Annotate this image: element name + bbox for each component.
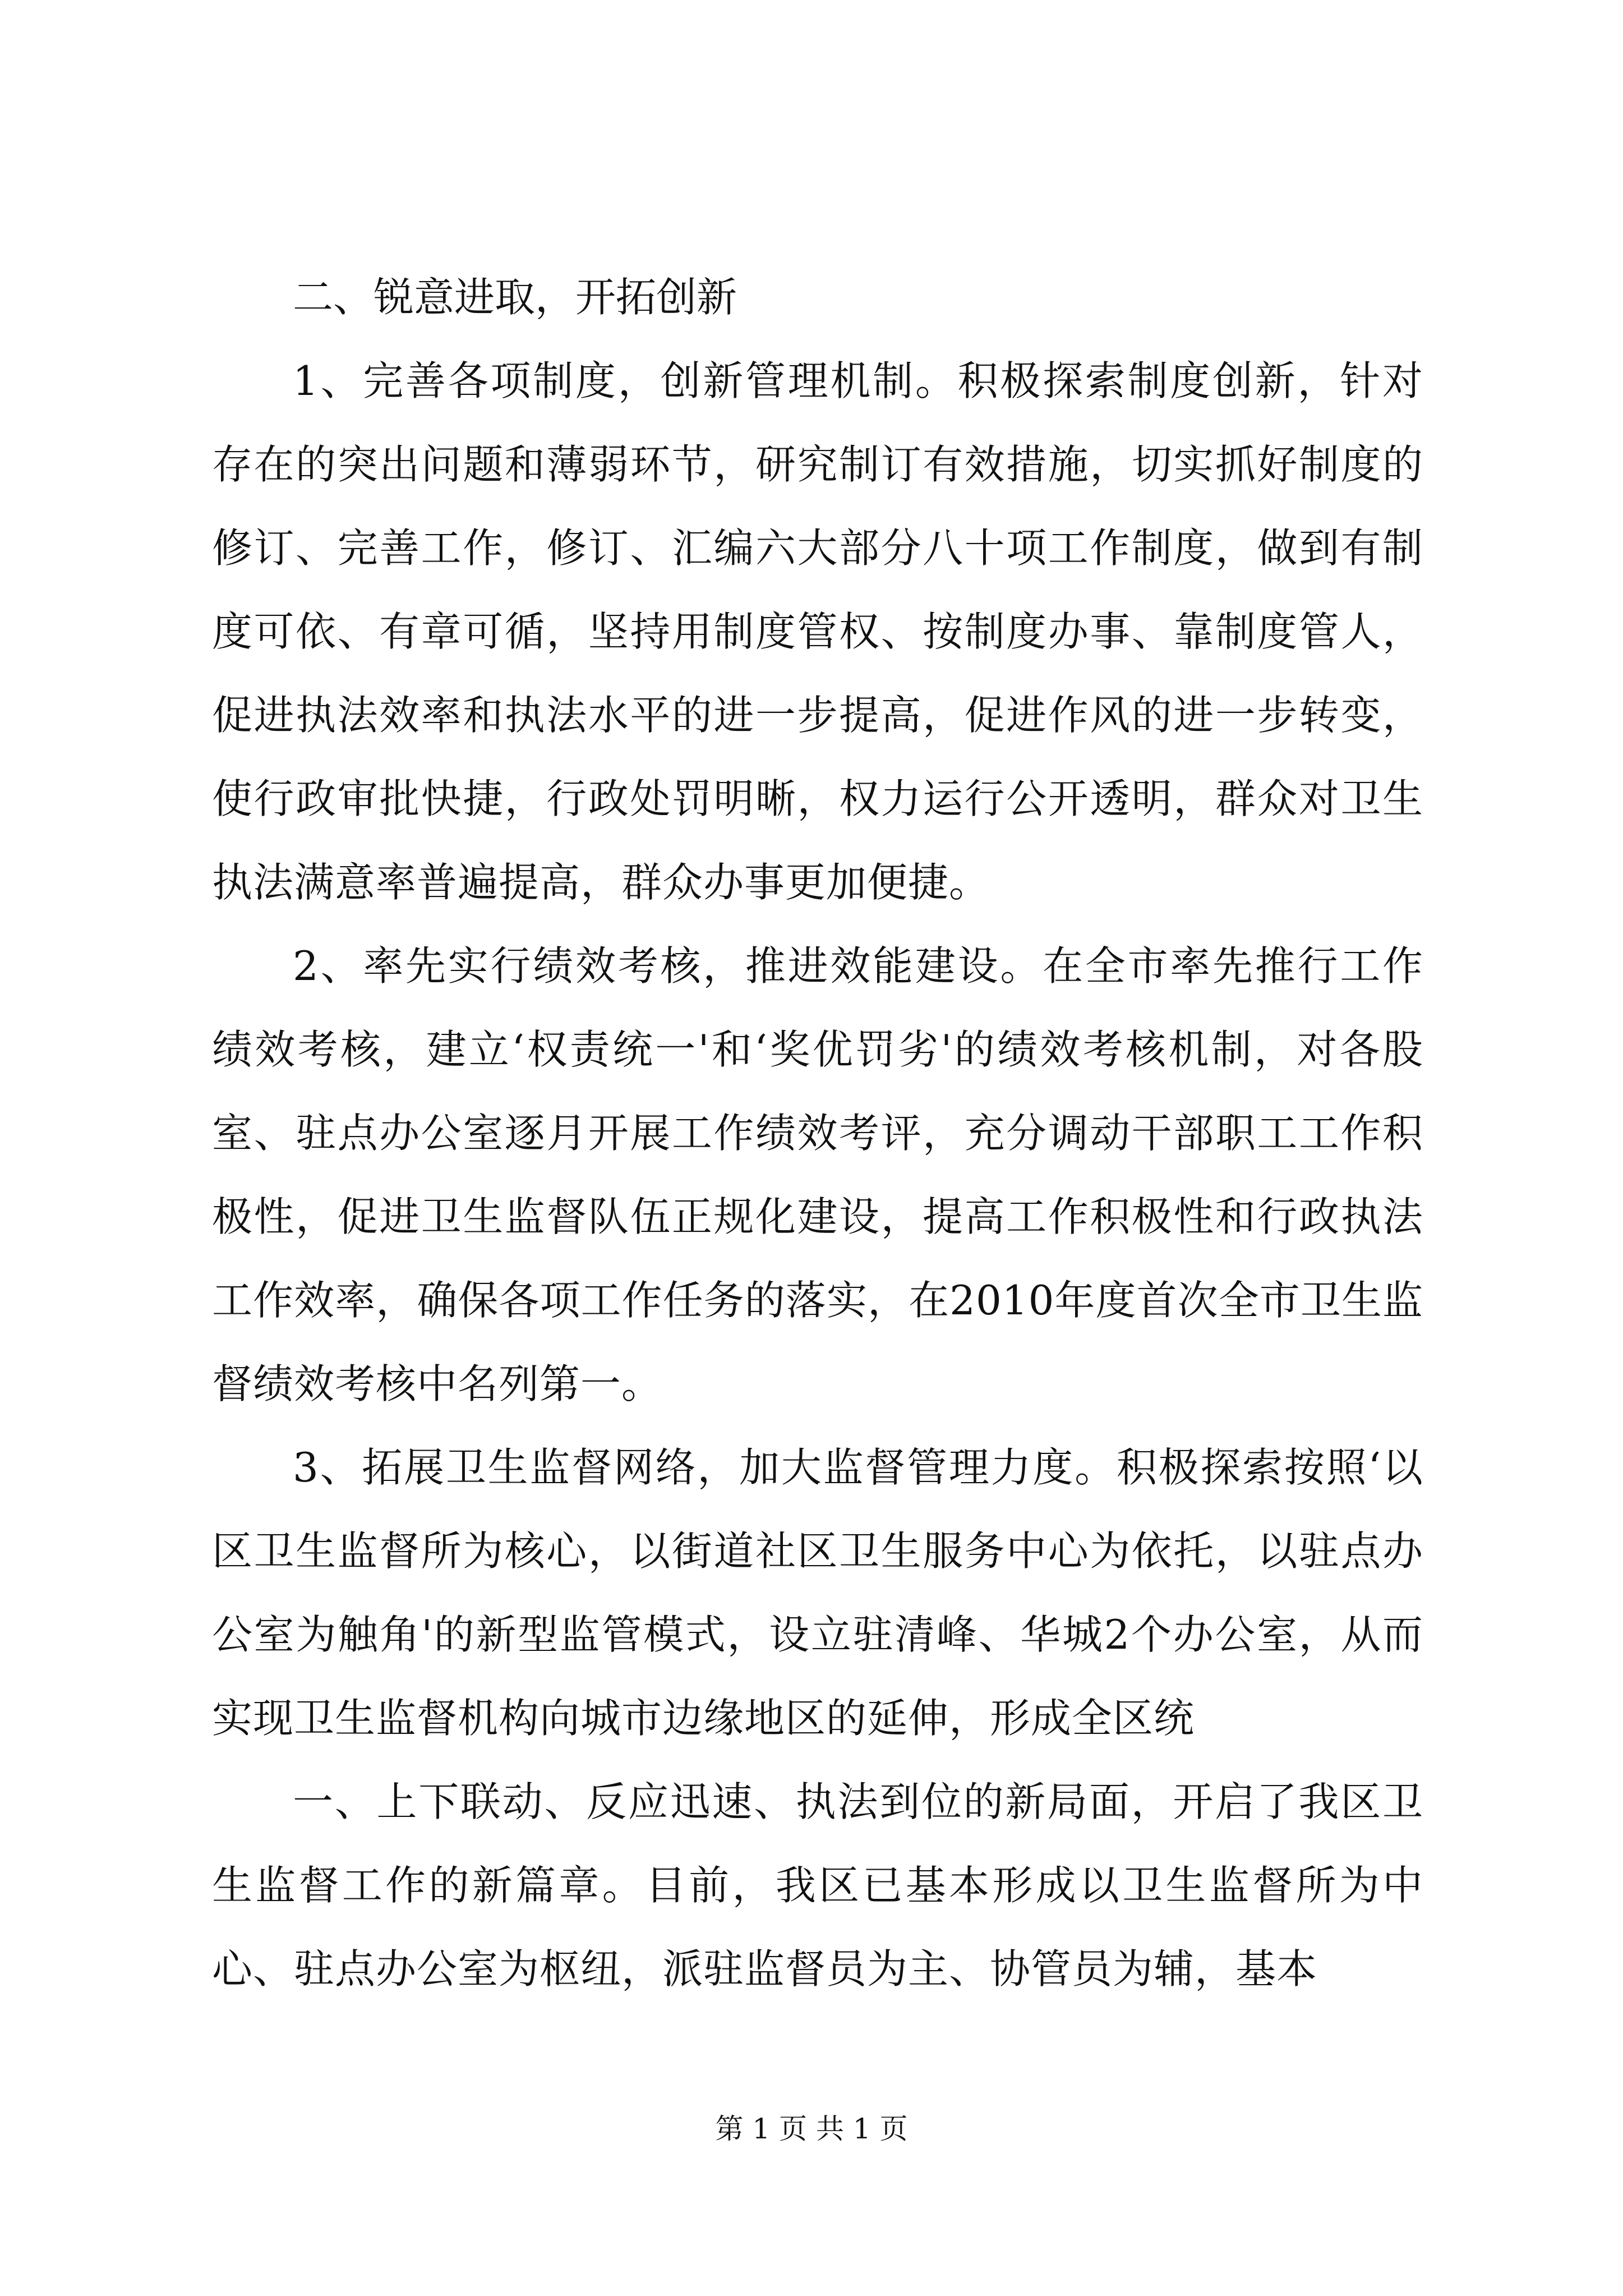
- page-number-footer: 第 1 页 共 1 页: [715, 2113, 908, 2145]
- document-body: [212, 256, 1423, 2011]
- paragraph-2: 2、率先实行绩效考核，推进效能建设。在全市率先推行工作绩效考核，建立‘权责统一'和‘奖优罚劣'的绩效考核机制，对各股室、驻点办公室逐月开展工作绩效考评，充分调动干部职工工作积极性，促进卫生监督队伍正规化建设，提高工作积极性和行政执法工作效率，确保各项工作任务的落实，在2010年度首次全市卫生监督绩效考核中名列第一。: [212, 942, 1423, 1407]
- paragraph-1: 1、完善各项制度，创新管理机制。积极探索制度创新，针对存在的突出问题和薄弱环节，研究制订有效措施，切实抓好制度的修订、完善工作，修订、汇编六大部分八十项工作制度，做到有制度可依、有章可循，坚持用制度管权、按制度办事、靠制度管人，促进执法效率和执法水平的进一步提高，促进作风的进一步转变，使行政审批快捷，行政处罚明晰，权力运行公开透明，群众对卫生执法满意率普遍提高，群众办事更加便捷。: [212, 357, 1423, 906]
- paragraph-4: 一、上下联动、反应迅速、执法到位的新局面，开启了我区卫生监督工作的新篇章。目前，我区已基本形成以卫生监督所为中心、驻点办公室为枢纽，派驻监督员为主、协管员为辅，基本: [212, 1778, 1423, 1993]
- paragraph-3: 3、拓展卫生监督网络，加大监督管理力度。积极探索按照‘以区卫生监督所为核心，以街道社区卫生服务中心为依托，以驻点办公室为触角'的新型监管模式，设立驻清峰、华城2个办公室，从而实现卫生监督机构向城市边缘地区的延伸，形成全区统: [212, 1444, 1423, 1742]
- section-heading: 二、锐意进取，开拓创新: [293, 274, 737, 321]
